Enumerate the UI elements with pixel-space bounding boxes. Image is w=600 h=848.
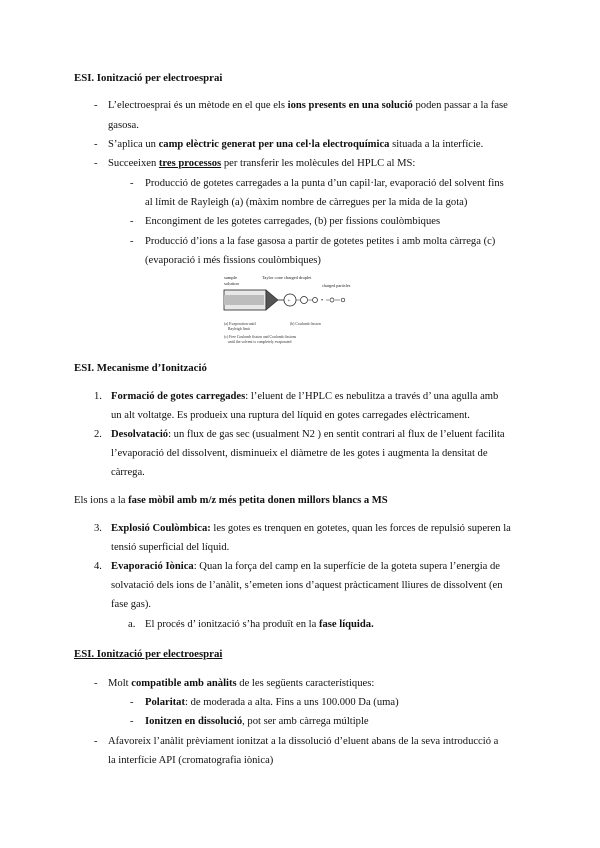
legend-c: (c) Free Coulomb fission and Coulomb fissions [224,335,297,339]
gas-ion [341,298,345,302]
label-solution: solution [224,281,239,286]
section-heading-esi: ESI. Ionització per electroesprai [74,72,223,84]
bullet-dash: - [94,158,98,169]
label-charged-droplet: charged droplet [284,275,312,280]
bullet-dash: - [94,139,98,150]
bullet-text: S’aplica un camp elèctric generat per una cel·la electroquímica situada a la interfície. [108,139,484,150]
list-item-text: Explosió Coulòmbica: les gotes es trenquen en gotetes, quan les forces de repulsió superen la [111,523,511,534]
section-heading-esi-2: ESI. Ionització per electroesprai [74,648,223,660]
list-item-text-cont: solvatació dels ions de l’anàlit, s’emeten ions d’aquest pràcticament lliures de dissolvent (en [111,580,503,591]
label-sample: sample [224,275,238,280]
droplet-plus: + [287,299,291,304]
legend-a: (a) Evaporation until [224,322,256,326]
sub-list-letter: a. [128,619,136,630]
bullet-text: Afavoreix l’anàlit prèviament ionitzat a la dissolució d’eluent abans de la seva introducció a [108,736,499,747]
list-item-text: Evaporació Iònica: Quan la força del camp en la superfície de la goteta supera l’energia de [111,561,500,572]
taylor-cone [266,290,278,310]
sub-list-text: El procés d’ ionització s’ha produït en la fase líquida. [145,619,374,630]
bullet-dash: - [94,736,98,747]
sub-bullet-text-cont: al límit de Rayleigh (a) (màxim nombre de càrregues per la mida de la gota) [145,197,468,208]
list-number: 2. [94,429,102,440]
note-text: Els ions a la fase mòbil amb m/z més petita donen millors blancs a MS [74,495,388,506]
list-number: 1. [94,391,102,402]
sub-bullet-dash: - [130,216,134,227]
smaller-droplet [313,298,318,303]
list-number: 4. [94,561,102,572]
legend-b: (b) Coulomb fission [290,322,321,326]
list-item-text-cont: fase gas). [111,599,152,610]
bullet-text-cont: gasosa. [108,120,139,131]
list-item-text-cont: tensió superficial del líquid. [111,542,230,553]
electrospray-diagram [222,270,354,354]
legend-c2: until the solvent is completely evaporated [228,340,292,344]
sub-bullet-text-cont: (evaporació i més fissions coulòmbiques) [145,255,321,266]
list-number: 3. [94,523,102,534]
small-droplet [301,297,308,304]
sub-bullet-dash: - [130,178,134,189]
sub-bullet-dash: - [130,716,134,727]
sub-bullet-text: Polaritat: de moderada a alta. Fins a uns 100.000 Da (uma) [145,697,399,708]
list-item-text-cont: l’evaporació del dissolvent, disminueix el diàmetre de les gotes i augmenta la densitat de [111,448,488,459]
sub-bullet-dash: - [130,236,134,247]
list-item-text: Formació de gotes carregades: l’eluent de l’HPLC es nebulitza a través d’ una agulla amb [111,391,499,402]
list-item-text-cont: càrrega. [111,467,145,478]
ion-droplet [330,298,334,302]
sub-bullet-text: Encongiment de les gotetes carregades, (b) per fissions coulòmbiques [145,216,441,227]
bullet-dash: - [94,678,98,689]
list-item-text: Desolvatació: un flux de gas sec (usualment N2 ) en sentit contrari al flux de l’eluent facilita [111,429,505,440]
sub-bullet-dash: - [130,697,134,708]
bullet-text: Molt compatible amb anàlits de les següents característiques: [108,678,375,689]
capillary-solution [224,295,264,305]
bullet-text: L’electroesprai és un mètode en el que els ions presents en una solució poden passar a la fase [108,100,508,111]
label-taylor-cone: Taylor cone [262,275,283,280]
section-heading-mecanisme: ESI. Mecanisme d’Ionització [74,362,207,374]
legend-a2: Rayleigh limit [228,327,250,331]
sub-bullet-text: Producció d’ions a la fase gasosa a partir de gotetes petites i amb molta càrrega (c) [145,236,496,247]
label-charged-particles: charged particles [322,283,351,288]
bullet-text: Succeeixen tres processos per transferir les molècules del HPLC al MS: [108,158,416,169]
list-item-text-cont: un alt voltatge. Es produeix una ruptura del líquid en gotes carregades elèctricament. [111,410,470,421]
bullet-text-cont: la interfície API (cromatografia iònica) [108,755,274,766]
sub-bullet-text: Ionitzen en dissolució, pot ser amb càrrega múltiple [145,716,369,727]
bullet-dash: - [94,100,98,111]
sub-bullet-text: Producció de gotetes carregades a la punta d’un capil·lar, evaporació del solvent fins [145,178,504,189]
ion-symbol: • [321,298,324,304]
